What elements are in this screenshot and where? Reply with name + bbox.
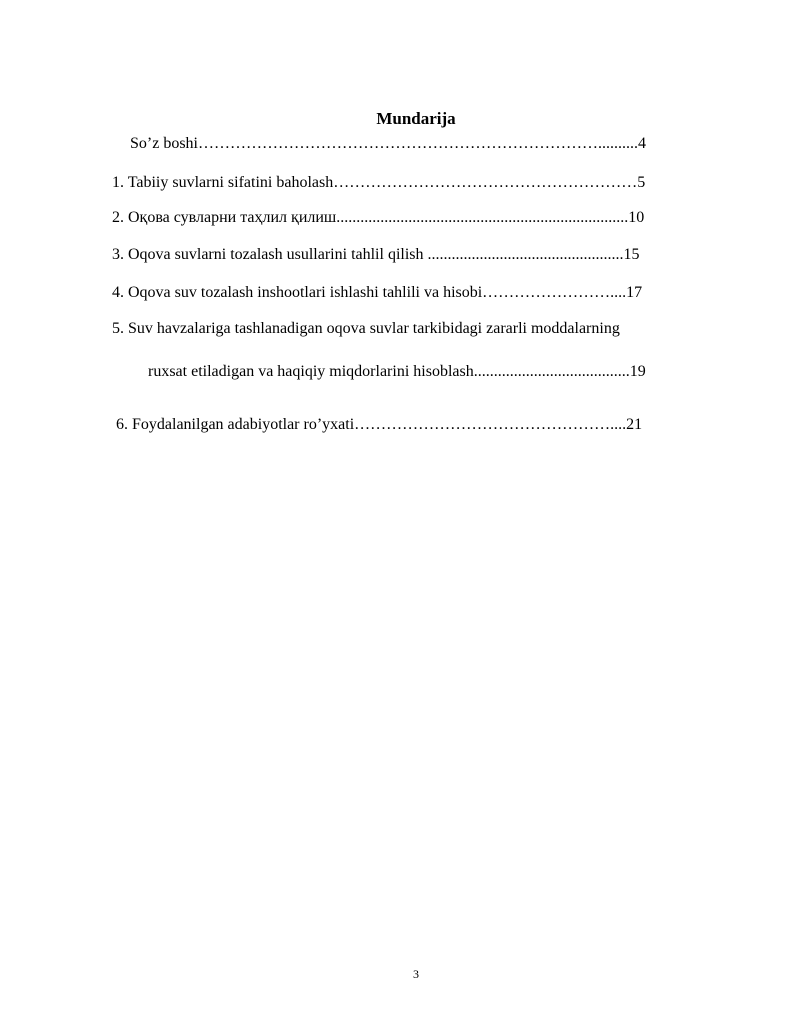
toc-entry-6 (116, 414, 642, 436)
toc-entry-text: ruxsat etiladigan va haqiqiy miqdorlarini hisoblash.......................................19 (148, 363, 646, 380)
toc-entry-5-continuation (148, 361, 646, 383)
page-number: 3 (413, 967, 419, 981)
toc-entry-3 (112, 244, 640, 266)
toc-entry-1 (112, 172, 645, 194)
toc-entry-text: 5. Suv havzalariga tashlanadigan oqova suvlar tarkibidagi zararli moddalarning (112, 320, 620, 337)
toc-entry-text: 3. Oqova suvlarni tozalash usullarini tahlil qilish .................................................15 (112, 246, 640, 263)
toc-entry-text: 1. Tabiiy suvlarni sifatini baholash…………………………………………………5 (112, 174, 646, 191)
toc-entry-2 (112, 207, 644, 229)
toc-entry-5 (112, 318, 620, 340)
toc-title: Mundarija (376, 109, 456, 128)
toc-entry-preface (130, 133, 646, 155)
toc-entry-text: 2. Оқова сувларни таҳлил қилиш.........................................................................10 (112, 209, 645, 226)
toc-entry-4 (112, 282, 642, 304)
toc-entry-text: So’z boshi…………………………………………………………………..........4 (130, 135, 646, 152)
toc-entry-text: 6. Foydalanilgan adabiyotlar ro’yxati…………………………………………....21 (116, 416, 643, 433)
toc-entry-text: 4. Oqova suv tozalash inshootlari ishlashi tahlili va hisobi……………………....17 (112, 284, 643, 301)
